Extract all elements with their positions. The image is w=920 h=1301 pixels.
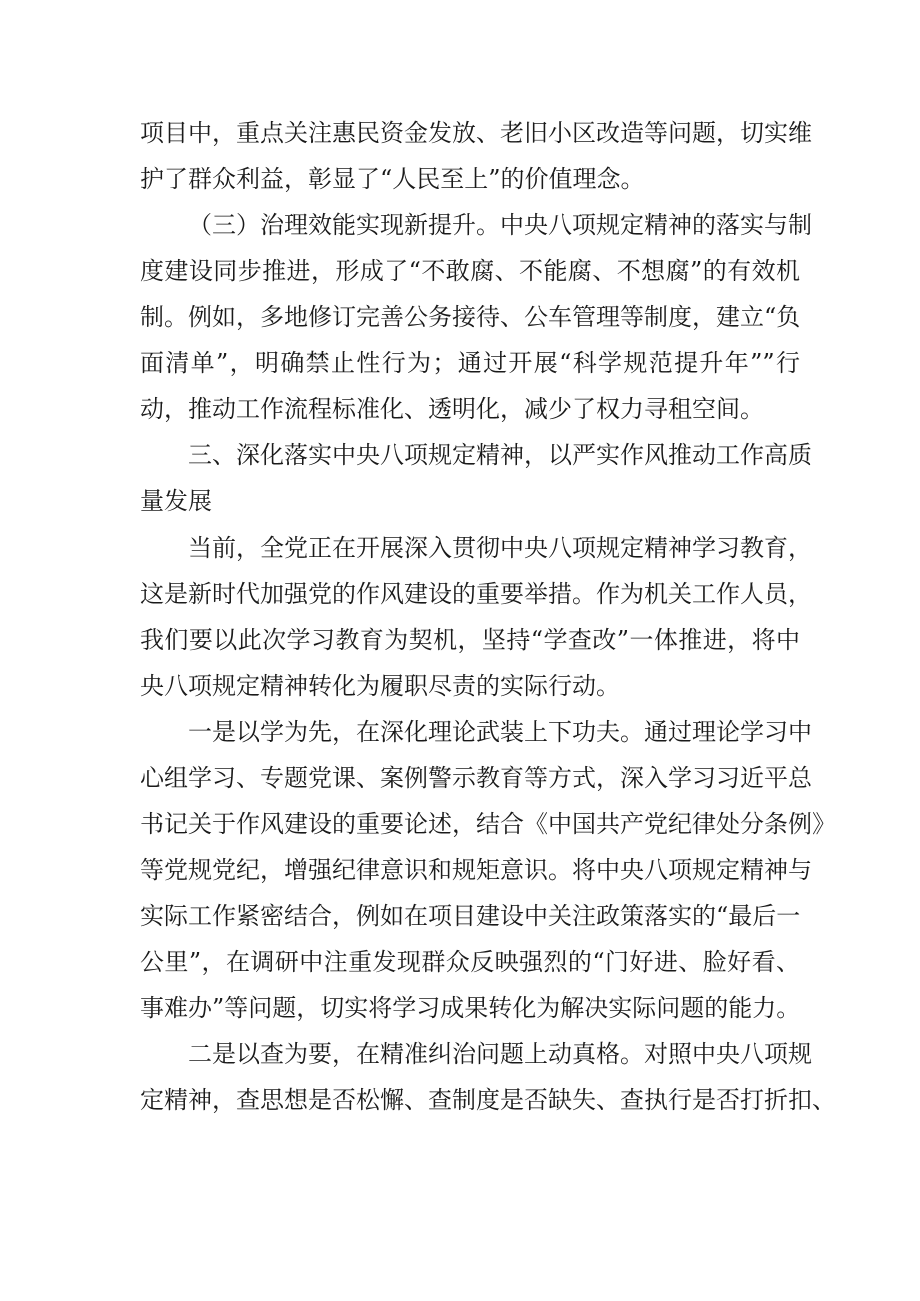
paragraph-line: 事难办”等问题，切实将学习成果转化为解决实际问题的能力。	[140, 994, 801, 1022]
paragraph-line: 护了群众利益，彰显了“人民至上”的价值理念。	[140, 165, 645, 193]
paragraph-line: 心组学习、专题党课、案例警示教育等方式，深入学习习近平总	[140, 764, 812, 792]
paragraph-line: 一是以学为先，在深化理论武装上下功夫。通过理论学习中	[188, 718, 812, 746]
paragraph-line: 项目中，重点关注惠民资金发放、老旧小区改造等问题，切实维	[140, 119, 812, 147]
paragraph-line: 这是新时代加强党的作风建设的重要举措。作为机关工作人员，	[140, 580, 812, 608]
paragraph-line: 书记关于作风建设的重要论述，结合《中国共产党纪律处分条例》	[140, 810, 836, 838]
paragraph-line: 制。例如，多地修订完善公务接待、公车管理等制度，建立“负	[140, 303, 801, 331]
paragraph-line: 面清单”，明确禁止性行为；通过开展“科学规范提升年””行	[140, 349, 800, 377]
paragraph-line: （三）治理效能实现新提升。中央八项规定精神的落实与制	[188, 211, 812, 239]
section-heading-line: 三、深化落实中央八项规定精神，以严实作风推动工作高质	[188, 441, 812, 469]
paragraph-line: 定精神，查思想是否松懈、查制度是否缺失、查执行是否打折扣、	[140, 1086, 836, 1114]
paragraph-line: 等党规党纪，增强纪律意识和规矩意识。将中央八项规定精神与	[140, 856, 812, 884]
section-heading-line: 量发展	[140, 487, 212, 515]
paragraph-line: 度建设同步推进，形成了“不敢腐、不能腐、不想腐”的有效机	[140, 257, 800, 285]
paragraph-line: 动，推动工作流程标准化、透明化，减少了权力寻租空间。	[140, 395, 764, 423]
paragraph-line: 二是以查为要，在精准纠治问题上动真格。对照中央八项规	[188, 1040, 812, 1068]
paragraph-line: 我们要以此次学习教育为契机，坚持“学查改”一体推进，将中	[140, 626, 800, 654]
paragraph-line: 公里”，在调研中注重发现群众反映强烈的“门好进、脸好看、	[140, 948, 800, 976]
paragraph-line: 当前，全党正在开展深入贯彻中央八项规定精神学习教育，	[188, 534, 812, 562]
paragraph-line: 实际工作紧密结合，例如在项目建设中关注政策落实的“最后一	[140, 902, 801, 930]
paragraph-line: 央八项规定精神转化为履职尽责的实际行动。	[140, 672, 620, 700]
